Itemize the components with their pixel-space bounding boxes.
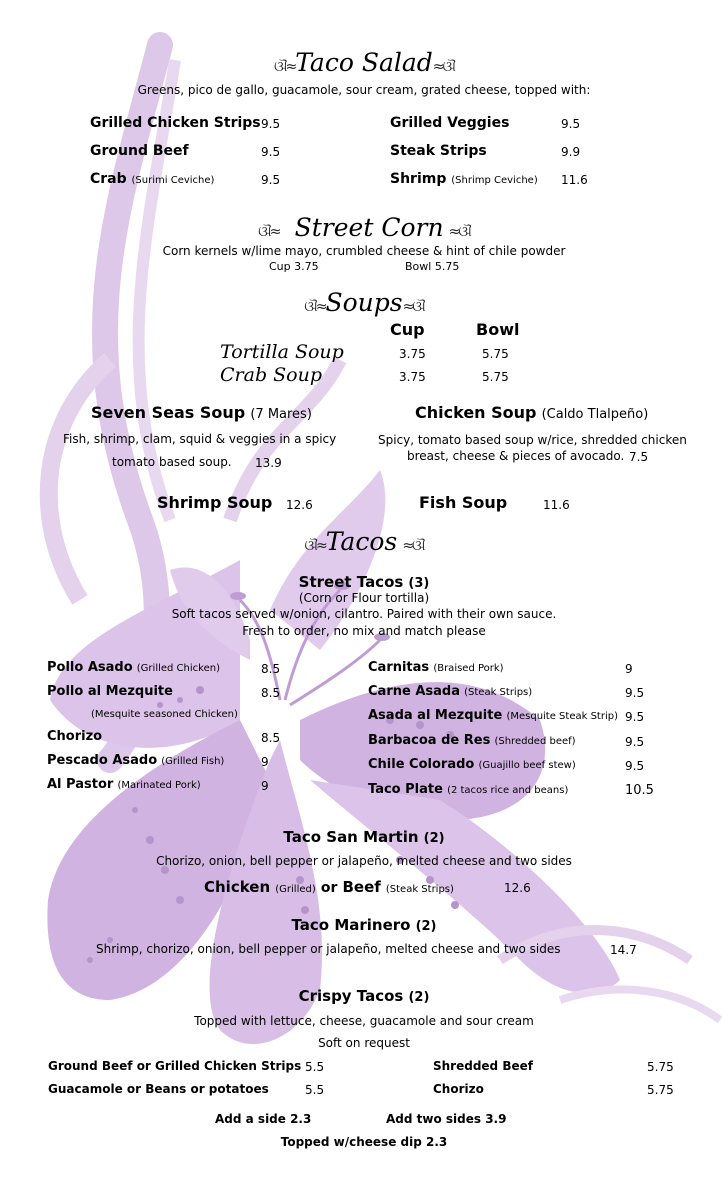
street-tacos-desc-line2: Fresh to order, no mix and match please: [242, 624, 486, 638]
menu-item-price: 9.5: [625, 686, 645, 700]
taco-san-martin-desc: Chorizo, onion, bell pepper or jalapeño, melted cheese and two sides: [156, 854, 572, 868]
street-tacos-subtitle: (Corn or Flour tortilla): [298, 591, 430, 605]
menu-item-price: 9.5: [625, 735, 645, 749]
fish-soup-price: 11.6: [543, 498, 570, 512]
soup-row-name: Tortilla Soup: [220, 341, 344, 363]
chicken-soup-desc-line2: breast, cheese & pieces of avocado.: [407, 449, 625, 463]
menu-item-price: 9.5: [261, 173, 281, 187]
menu-item-price: 9.5: [625, 759, 645, 773]
taco-marinero-price: 14.7: [610, 943, 637, 957]
menu-item-price: 9.5: [561, 117, 581, 131]
chicken-soup-desc-line1: Spicy, tomato based soup w/rice, shredded chicken: [378, 433, 687, 447]
menu-item-name: Chile Colorado (Guajillo beef stew): [368, 757, 576, 772]
taco-salad-description: Greens, pico de gallo, guacamole, sour cream, grated cheese, topped with:: [137, 83, 591, 97]
street-corn-cup-price: Cup 3.75: [269, 260, 319, 273]
crispy-item-name: Ground Beef or Grilled Chicken Strips: [48, 1059, 302, 1073]
menu-item-price: 9.5: [625, 710, 645, 724]
crispy-item-price: 5.5: [305, 1083, 325, 1097]
crispy-item-price: 5.75: [647, 1083, 674, 1097]
flourish-right-icon: ≈ଔ: [402, 538, 424, 554]
street-tacos-title: Street Tacos (3): [298, 573, 430, 591]
menu-item-name: Grilled Chicken Strips: [90, 115, 261, 131]
menu-item-price: 8.5: [261, 662, 281, 676]
menu-item-price: 9: [261, 755, 269, 769]
menu-item-name: Shrimp (Shrimp Ceviche): [390, 171, 538, 187]
crispy-tacos-desc: Topped with lettuce, cheese, guacamole and sour cream: [194, 1014, 534, 1028]
flourish-right-icon: ≈ଔ: [432, 59, 454, 75]
menu-item-name: Pescado Asado (Grilled Fish): [47, 753, 225, 768]
taco-marinero-desc: Shrimp, chorizo, onion, bell pepper or jalapeño, melted cheese and two sides: [96, 942, 561, 956]
fish-soup-name: Fish Soup: [419, 493, 508, 512]
menu-item-price: 10.5: [625, 783, 654, 798]
soup-bowl-header: Bowl: [476, 320, 520, 339]
shrimp-soup-name: Shrimp Soup: [157, 493, 273, 512]
menu-item-name: Barbacoa de Res (Shredded beef): [368, 733, 576, 748]
soup-row-bowl: 5.75: [482, 347, 509, 361]
menu-item-name: Crab (Surimi Ceviche): [90, 171, 215, 187]
menu-item-price: 9.5: [261, 117, 281, 131]
crispy-item-name: Guacamole or Beans or potatoes: [48, 1082, 269, 1096]
street-corn-description: Corn kernels w/lime mayo, crumbled cheese & hint of chile powder: [162, 244, 566, 258]
seven-seas-desc-line2: tomato based soup.: [112, 455, 232, 469]
seven-seas-price: 13.9: [255, 456, 282, 470]
menu-item-note: (Surimi Ceviche): [131, 175, 215, 186]
menu-item-name: Steak Strips: [390, 143, 487, 159]
menu-item-price: 9.9: [561, 145, 581, 159]
crispy-item-name: Chorizo: [433, 1082, 484, 1096]
soup-row-cup: 3.75: [399, 347, 426, 361]
menu-item-name: Pollo al Mezquite: [47, 684, 173, 699]
taco-salad-heading: [0, 48, 728, 77]
crispy-tacos-title: Crispy Tacos (2): [298, 987, 430, 1005]
crispy-item-name: Shredded Beef: [433, 1059, 533, 1073]
taco-marinero-title: Taco Marinero (2): [291, 916, 437, 934]
menu-item-name: Grilled Veggies: [390, 115, 510, 131]
flourish-left-icon: ଔ≈: [304, 299, 326, 315]
menu-item-name: Asada al Mezquite (Mesquite Steak Strip): [368, 708, 618, 723]
crispy-tacos-soft-note: Soft on request: [318, 1036, 410, 1050]
street-corn-heading: [0, 213, 728, 242]
section-title: Soups: [325, 288, 403, 317]
section-title: Taco Salad: [295, 48, 433, 77]
seven-seas-desc-line1: Fish, shrimp, clam, squid & veggies in a spicy: [63, 432, 337, 446]
menu-item-price: 11.6: [561, 173, 588, 187]
add-two-sides-note: Add two sides 3.9: [386, 1112, 507, 1126]
menu-item-price: 8.5: [261, 686, 281, 700]
menu-item-price: 9.5: [261, 145, 281, 159]
flourish-left-icon: ଔ≈: [258, 224, 280, 240]
section-title: Tacos: [325, 527, 398, 556]
soup-row-name: Crab Soup: [220, 364, 323, 386]
menu-item-price: 9: [625, 662, 633, 676]
seven-seas-soup-title: Seven Seas Soup (7 Mares): [91, 403, 312, 422]
shrimp-soup-price: 12.6: [286, 498, 313, 512]
soup-cup-header: Cup: [390, 320, 425, 339]
menu-item-name: Carnitas (Braised Pork): [368, 660, 504, 675]
menu-item-price: 9: [261, 779, 269, 793]
menu-item-name: Taco Plate (2 tacos rice and beans): [368, 782, 569, 797]
flourish-right-icon: ≈ଔ: [402, 299, 424, 315]
soups-heading: [0, 288, 728, 317]
add-side-note: Add a side 2.3: [215, 1112, 312, 1126]
taco-san-martin-price: 12.6: [504, 881, 531, 895]
menu-item-name: Pollo Asado (Grilled Chicken): [47, 660, 220, 675]
menu-item-name: Al Pastor (Marinated Pork): [47, 777, 201, 792]
section-title: Street Corn: [294, 213, 444, 242]
chicken-soup-price: 7.5: [629, 450, 649, 464]
tacos-heading: [0, 527, 728, 556]
street-corn-bowl-price: Bowl 5.75: [405, 260, 460, 273]
cheese-dip-note: Topped w/cheese dip 2.3: [280, 1135, 448, 1149]
menu-item-note: (Shrimp Ceviche): [451, 175, 538, 186]
soup-row-bowl: 5.75: [482, 370, 509, 384]
crispy-item-price: 5.5: [305, 1060, 325, 1074]
chicken-soup-title: Chicken Soup (Caldo Tlalpeño): [415, 403, 649, 422]
street-tacos-desc-line1: Soft tacos served w/onion, cilantro. Paired with their own sauce.: [171, 607, 557, 621]
menu-item-note: (Mesquite seasoned Chicken): [91, 709, 238, 720]
menu-item-name: Chorizo: [47, 729, 103, 744]
taco-san-martin-title: Taco San Martin (2): [283, 828, 445, 846]
menu-item-name: Carne Asada (Steak Strips): [368, 684, 533, 699]
soup-row-cup: 3.75: [399, 370, 426, 384]
flourish-left-icon: ଔ≈: [274, 59, 296, 75]
taco-san-martin-options: Chicken (Grilled) or Beef (Steak Strips): [204, 878, 454, 896]
flourish-left-icon: ଔ≈: [304, 538, 326, 554]
menu-item-price: 8.5: [261, 731, 281, 745]
crispy-item-price: 5.75: [647, 1060, 674, 1074]
flourish-right-icon: ≈ଔ: [448, 224, 470, 240]
menu-item-name: Ground Beef: [90, 143, 189, 159]
